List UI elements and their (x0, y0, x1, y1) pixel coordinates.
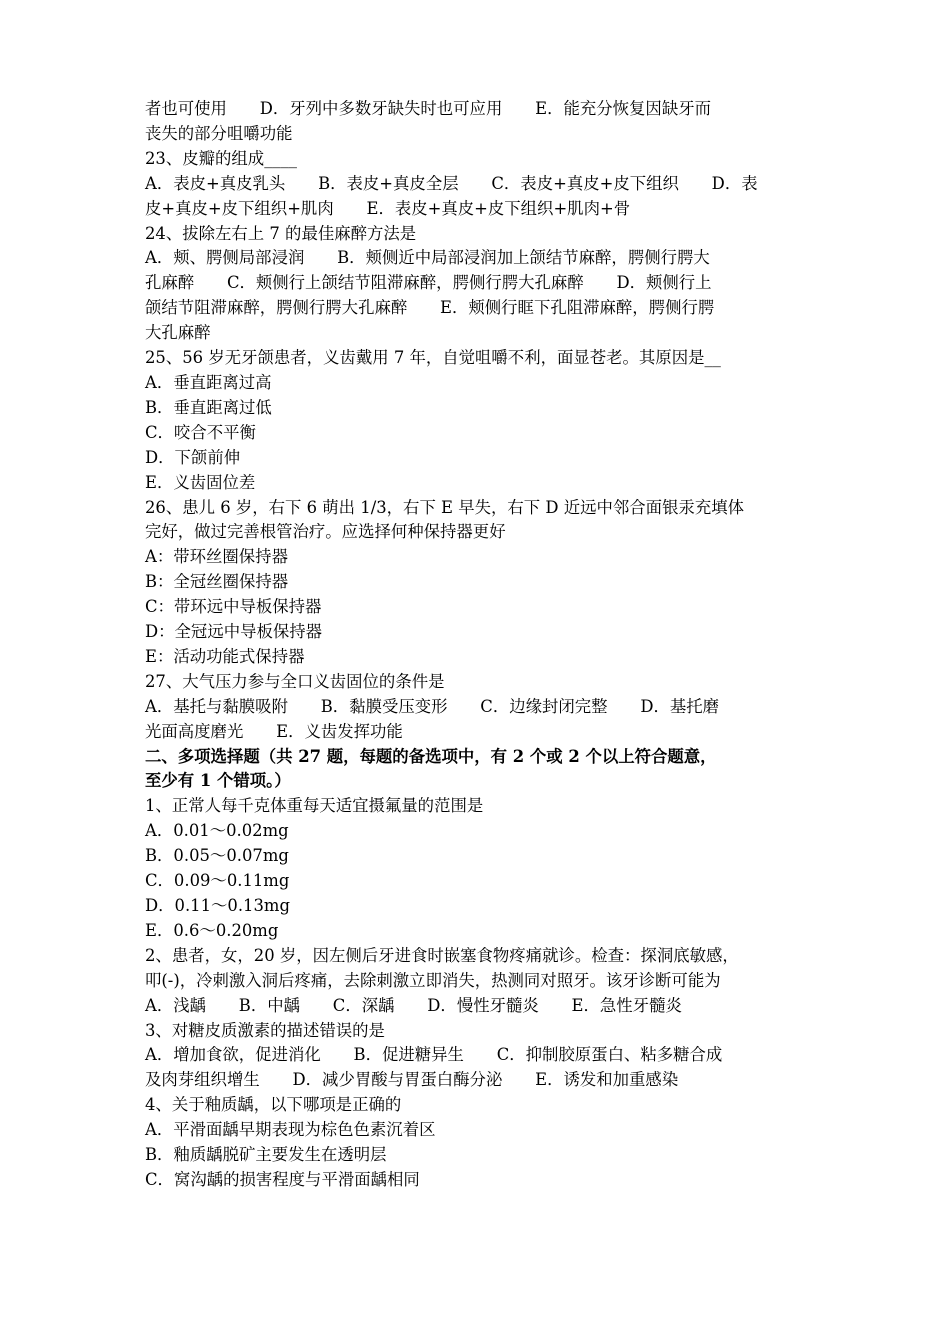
text-line: B．垂直距离过低 (145, 397, 272, 417)
text-line: D：全冠远中导板保持器 (145, 622, 323, 642)
text-line: E．0.6～0.20mg (145, 920, 279, 940)
text-line: A．基托与黏膜吸附 B．黏膜受压变形 C．边缘封闭完整 D．基托磨 (145, 696, 720, 716)
text-line: B．0.05～0.07mg (145, 846, 289, 866)
section-heading-line: 至少有 1 个错项。） (145, 771, 291, 791)
section-heading-line: 二、多项选择题（共 27 题，每题的备选项中，有 2 个或 2 个以上符合题意， (145, 746, 717, 766)
text-line: E．义齿固位差 (145, 472, 256, 492)
text-line: 光面高度磨光 E．义齿发挥功能 (145, 721, 403, 741)
text-line: A．垂直距离过高 (145, 372, 272, 392)
text-line: 1、正常人每千克体重每天适宜摄氟量的范围是 (145, 796, 484, 816)
text-line: 大孔麻醉 (145, 323, 211, 343)
text-line: C：带环远中导板保持器 (145, 597, 322, 617)
text-line: A．0.01～0.02mg (145, 821, 289, 841)
text-line: 3、对糖皮质激素的描述错误的是 (145, 1020, 385, 1040)
text-line: 23、皮瓣的组成____ (145, 148, 297, 168)
text-line: A．平滑面龋早期表现为棕色色素沉着区 (145, 1120, 436, 1140)
text-line: 25、56 岁无牙颌患者，义齿戴用 7 年，自觉咀嚼不利，面显苍老。其原因是__ (145, 348, 721, 368)
text-line: A．增加食欲，促进消化 B．促进糖异生 C．抑制胶原蛋白、粘多糖合成 (145, 1045, 723, 1065)
text-line: C．0.09～0.11mg (145, 871, 290, 891)
text-line: C．窝沟龋的损害程度与平滑面龋相同 (145, 1169, 420, 1189)
text-line: 完好，做过完善根管治疗。应选择何种保持器更好 (145, 522, 506, 542)
document-page (145, 97, 810, 1193)
text-line: 者也可使用 D．牙列中多数牙缺失时也可应用 E．能充分恢复因缺牙而 (145, 99, 711, 118)
text-line: 2、患者，女，20 岁，因左侧后牙进食时嵌塞食物疼痛就诊。检查：探洞底敏感， (145, 945, 739, 965)
text-line: D．0.11～0.13mg (145, 896, 290, 915)
text-line: 27、大气压力参与全口义齿固位的条件是 (145, 671, 445, 691)
text-line: A：带环丝圈保持器 (145, 547, 288, 567)
text-line: 孔麻醉 C．颊侧行上颌结节阻滞麻醉，腭侧行腭大孔麻醉 D．颊侧行上 (145, 273, 712, 293)
text-line: 26、患儿 6 岁，右下 6 萌出 1/3，右下 E 早失，右下 D 近远中邻合面银汞充填体 (145, 497, 745, 517)
text-line: 皮+真皮+皮下组织+肌肉 E．表皮+真皮+皮下组织+肌肉+骨 (145, 198, 631, 218)
text-line: 24、拔除左右上 7 的最佳麻醉方法是 (145, 223, 417, 243)
text-line: C．咬合不平衡 (145, 422, 256, 442)
text-line: 及肉芽组织增生 D．减少胃酸与胃蛋白酶分泌 E．诱发和加重感染 (145, 1070, 679, 1090)
text-line: A．颊、腭侧局部浸润 B．颊侧近中局部浸润加上颌结节麻醉，腭侧行腭大 (145, 248, 710, 268)
text-line: D．下颌前伸 (145, 447, 241, 467)
text-line: A．表皮+真皮乳头 B．表皮+真皮全层 C．表皮+真皮+皮下组织 D．表 (145, 173, 758, 193)
text-line: 4、关于釉质龋，以下哪项是正确的 (145, 1095, 402, 1115)
text-line: 叩(-)，冷刺激入洞后疼痛，去除刺激立即消失，热测同对照牙。该牙诊断可能为 (145, 970, 721, 990)
text-line: A．浅龋 B．中龋 C．深龋 D．慢性牙髓炎 E．急性牙髓炎 (145, 995, 682, 1015)
text-line: 颌结节阻滞麻醉，腭侧行腭大孔麻醉 E．颊侧行眶下孔阻滞麻醉，腭侧行腭 (145, 298, 715, 318)
text-line: B．釉质龋脱矿主要发生在透明层 (145, 1145, 387, 1165)
text-line: B：全冠丝圈保持器 (145, 572, 289, 592)
text-line: 丧失的部分咀嚼功能 (145, 123, 293, 143)
text-line: E：活动功能式保持器 (145, 646, 305, 666)
